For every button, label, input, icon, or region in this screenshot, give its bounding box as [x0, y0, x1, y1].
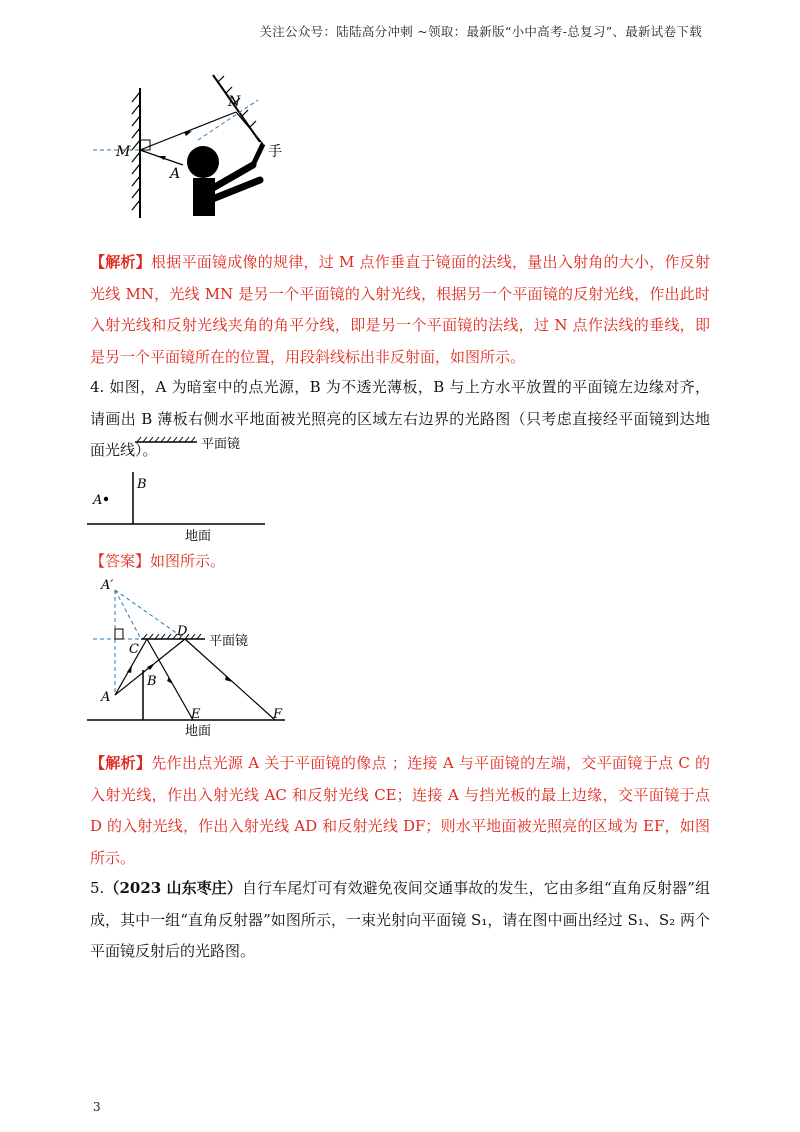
label-ground: 地面	[185, 529, 212, 544]
label-b: B	[147, 674, 157, 689]
label-f: F	[273, 707, 283, 722]
label-d: D	[177, 624, 188, 639]
label-mirror: 平面镜	[201, 437, 241, 452]
figure-two-mirrors	[88, 70, 298, 220]
label-a-prime: A′	[101, 578, 114, 593]
label-mirror: 平面镜	[209, 634, 249, 649]
label-e: E	[191, 707, 201, 722]
analysis-4: 【解析】先作出点光源 A 关于平面镜的像点 ；连接 A 与平面镜的左端，交平面镜于点 C 的入射光线，作出入射光线 AC 和反射光线 CE；连接 A 与挡光板的最上边缘，交平面镜于点 D 的入射光线，作出入射光线 AD 和反射光线 DF；则水平地面被光照亮的区域为 EF，如图所示。	[90, 754, 710, 867]
label-n: N	[228, 94, 241, 110]
analysis-1: 【解析】根据平面镜成像的规律，过 M 点作垂直于镜面的法线，量出入射角的大小，作反射光线 MN，光线 MN 是另一个平面镜的入射光线，根据另一个平面镜的反射光线，作出此时入射光线和反射光线夹角的角平分线，即是另一个平面镜的法线，过 N 点作法线的垂线，即是另一个平面镜所在的位置，用段斜线标出非反射面，如图所示。	[90, 253, 710, 366]
label-hand: 手	[268, 144, 282, 160]
label-c: C	[129, 642, 139, 657]
figure-setup	[85, 432, 285, 547]
label-b: B	[137, 477, 147, 492]
page-header: 关注公众号：陆陆高分冲刺 ~领取：最新版“小中高考-总复习”、最新试卷下载	[259, 24, 702, 39]
label-a: A	[101, 690, 111, 705]
label-a: A	[93, 493, 103, 508]
answer-4: 【答案】如图所示。	[90, 552, 226, 570]
figure-answer	[85, 575, 295, 740]
question-4: 4. 如图，A 为暗室中的点光源，B 为不透光薄板，B 与上方水平放置的平面镜左边缘对齐，请画出 B 薄板右侧水平地面被光照亮的区域左右边界的光路图（只考虑直接经平面镜到达地面光线）。	[90, 378, 710, 459]
question-5: 5.（2023 山东枣庄）自行车尾灯可有效避免夜间交通事故的发生，它由多组“直角反射器”组成，其中一组“直角反射器”如图所示，一束光射向平面镜 S₁，请在图中画出经过 S₁、S₂ 两个平面镜反射后的光路图。	[90, 879, 710, 960]
label-ground: 地面	[185, 724, 212, 739]
label-a: A	[170, 166, 181, 182]
page-number: 3	[93, 1100, 101, 1114]
label-m: M	[116, 144, 131, 160]
